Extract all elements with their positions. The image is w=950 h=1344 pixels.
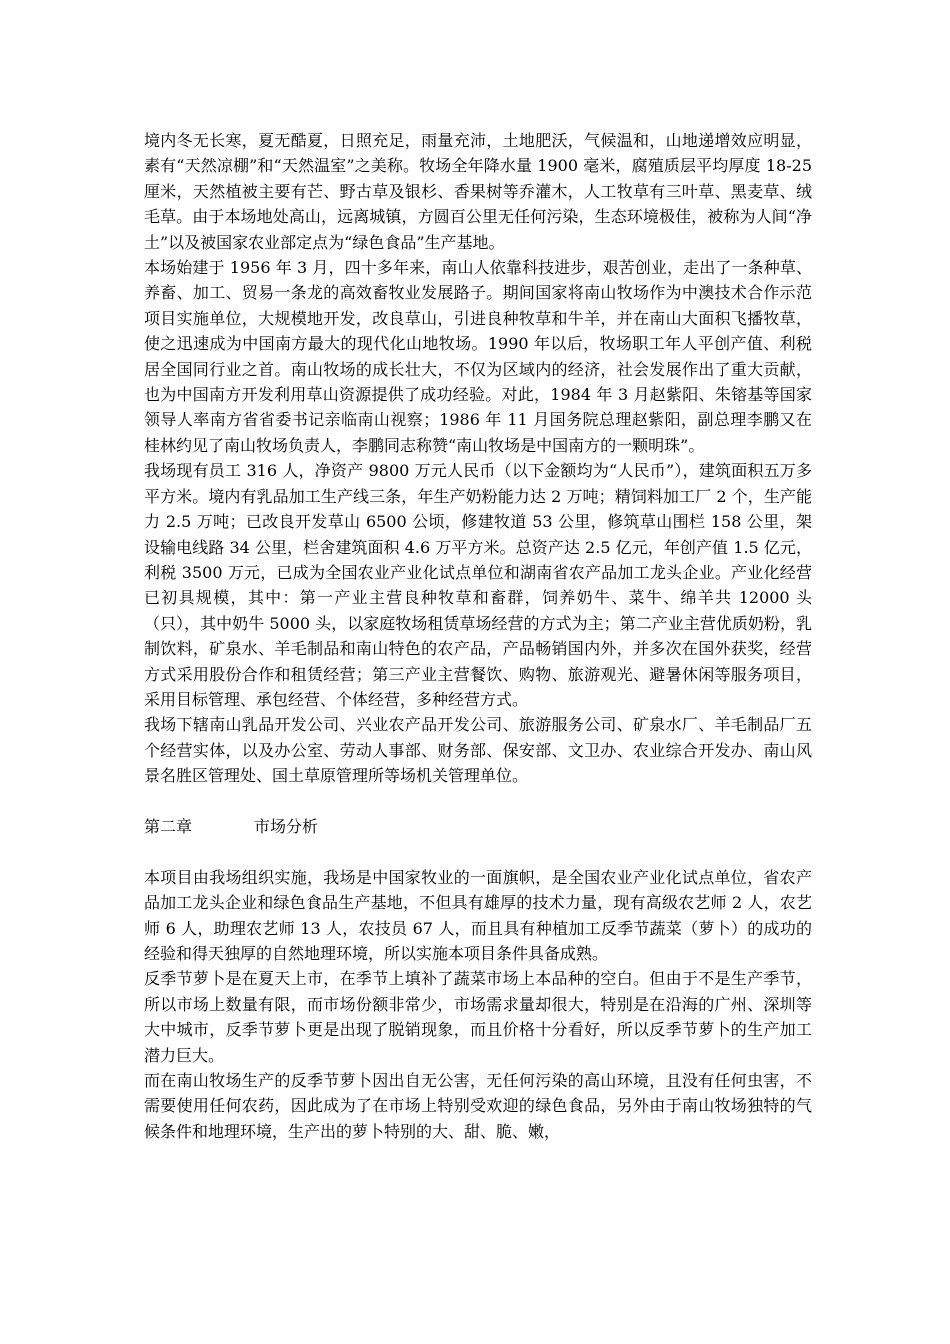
paragraph-assets: 我场现有员工 316 人，净资产 9800 万元人民币（以下金额均为“人民币”），建筑面积五万多平方米。境内有乳品加工生产线三条，年生产奶粉能力达 2 万吨；精饲料加工厂 2 个，生产能力 2.5 万吨；已改良开发草山 6500 公顷，修建牧道 53 公里，修筑草山围栏 158 公里，架设输电线路 34 公里，栏舍建筑面积 4.6 万平方米。总资产达 2.5 亿元，年创产值 1.5 亿元，利税 3500 万元，已成为全国农业产业化试点单位和湖南省农产品加工龙头企业。产业化经营已初具规模，其中：第一产业主营良种牧草和畜群，饲养奶牛、菜牛、绵羊共 12000 头（只），其中奶牛 5000 头，以家庭牧场租赁草场经营的方式为主；第二产业主营优质奶粉，乳制饮料，矿泉水、羊毛制品和南山特色的农产品，产品畅销国内外，并多次在国外获奖，经营方式采用股份合作和租赁经营；第三产业主营餐饮、购物、旅游观光、避暑休闲等服务项目，采用目标管理、承包经营、个体经营，多种经营方式。 [144,461,812,709]
paragraph-climate: 境内冬无长寒，夏无酷夏，日照充足，雨量充沛，土地肥沃，气候温和，山地递增效应明显，素有“天然凉棚”和“天然温室”之美称。牧场全年降水量 1900 毫米，腐殖质层平均厚度 18-25 厘米，天然植被主要有芒、野古草及银杉、香果树等乔灌木，人工牧草有三叶草、黑麦草、绒毛草。由于本场地处高山，远离城镇，方圆百公里无任何污染，生态环境极佳，被称为人间“净土”以及被国家农业部定点为“绿色食品”生产基地。 [144,131,812,252]
chapter-heading [144,814,812,839]
paragraph-organization: 我场下辖南山乳品开发公司、兴业农产品开发公司、旅游服务公司、矿泉水厂、羊毛制品厂五个经营实体，以及办公室、劳动人事部、财务部、保安部、文卫办、农业综合开发办、南山风景名胜区管理处、国土草原管理所等场机关管理单位。 [144,715,812,786]
paragraph-green-food: 而在南山牧场生产的反季节萝卜因出自无公害，无任何污染的高山环境，且没有任何虫害，不需要使用任何农药，因此成为了在市场上特别受欢迎的绿色食品，另外由于南山牧场独特的气候条件和地理环境，生产出的萝卜特别的大、甜、脆、嫩， [144,1071,812,1141]
blank-line [144,839,812,864]
chapter-number: 第二章 [144,816,193,836]
paragraph-market-demand: 反季节萝卜是在夏天上市，在季节上填补了蔬菜市场上本品种的空白。但由于不是生产季节，所以市场上数量有限，而市场份额非常少，市场需求量却很大，特别是在沿海的广州、深圳等大中城市，反季节萝卜更是出现了脱销现象，而且价格十分看好，所以反季节萝卜的生产加工潜力巨大。 [144,969,812,1065]
blank-line [144,789,812,814]
paragraph-implementation: 本项目由我场组织实施，我场是中国家牧业的一面旗帜，是全国农业产业化试点单位，省农产品加工龙头企业和绿色食品生产基地，不但具有雄厚的技术力量，现有高级农艺师 2 人，农艺师 6 人，助理农艺师 13 人，农技员 67 人，而且具有种植加工反季节蔬菜（萝卜）的成功的经验和得天独厚的自然地理环境，所以实施本项目条件具备成熟。 [144,867,812,963]
chapter-title: 市场分析 [254,816,319,836]
paragraph-history: 本场始建于 1956 年 3 月，四十多年来，南山人依靠科技进步，艰苦创业，走出了一条种草、养畜、加工、贸易一条龙的高效畜牧业发展路子。期间国家将南山牧场作为中澳技术合作示范项目实施单位，大规模地开发，改良草山，引进良种牧草和牛羊，并在南山大面积飞播牧草，使之迅速成为中国南方最大的现代化山地牧场。1990 年以后，牧场职工年人平创产值、利税居全国同行业之首。南山牧场的成长壮大，不仅为区域内的经济，社会发展作出了重大贡献，也为中国南方开发利用草山资源提供了成功经验。对此，1984 年 3 月赵紫阳、朱镕基等国家领导人率南方省省委书记亲临南山视察；1986 年 11 月国务院总理赵紫阳，副总理李鹏又在桂林约见了南山牧场负责人，李鹏同志称赞“南山牧场是中国南方的一颗明珠”。 [144,258,812,455]
document-page [144,128,812,1144]
